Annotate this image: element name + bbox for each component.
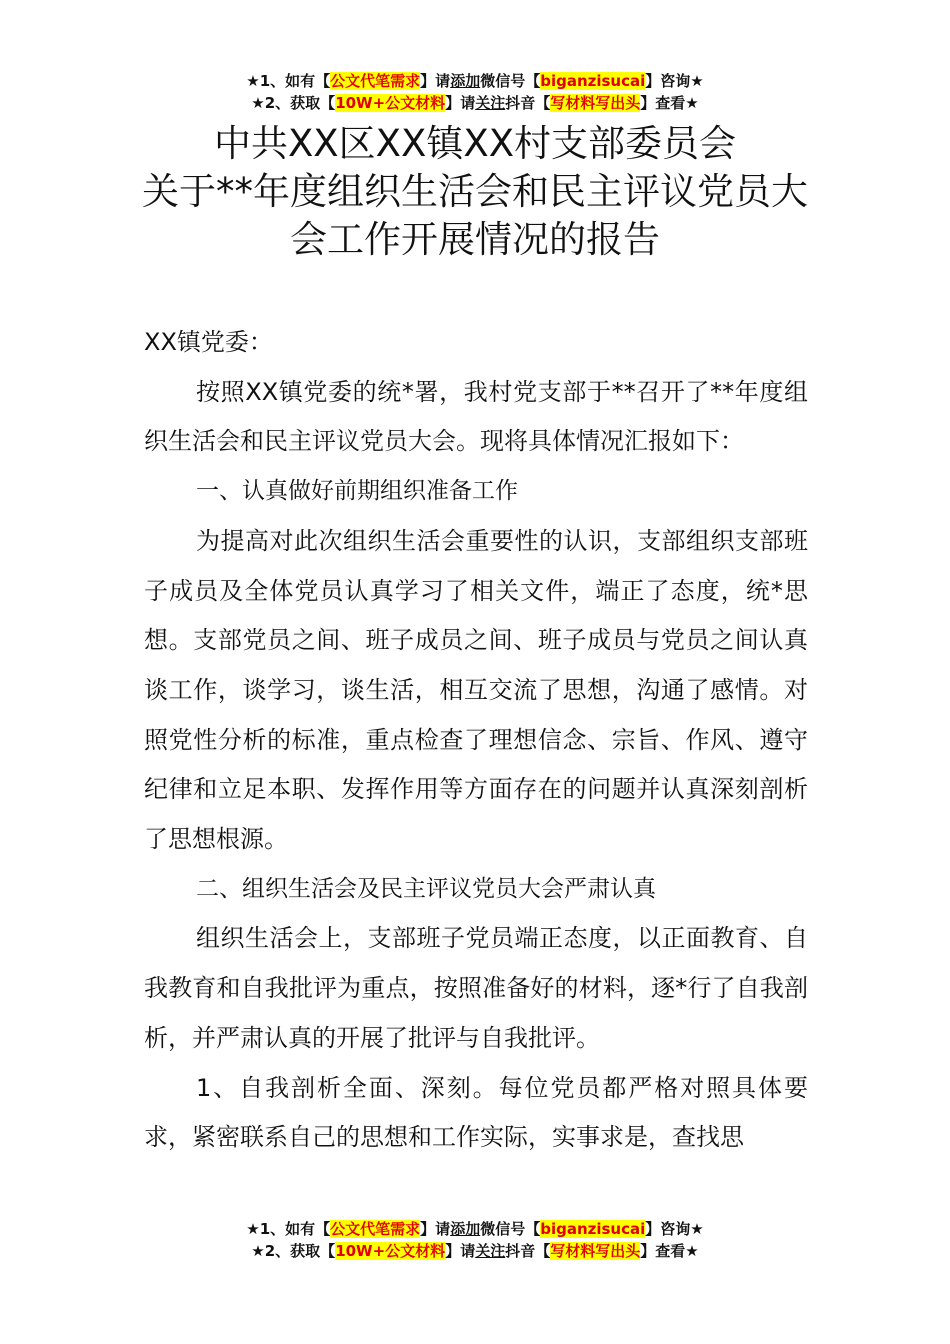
banner-text: 抖音【 — [505, 1242, 551, 1260]
paragraph-intro: 按照XX镇党委的统*署，我村党支部于**召开了**年度组织生活会和民主评议党员大会。现将具体情况汇报如下： — [144, 377, 808, 456]
paragraph-meeting: 组织生活会上，支部班子党员端正态度，以正面教育、自我教育和自我批评为重点，按照准备好的材料，逐*行了自我剖析，并严肃认真的开展了批评与自我批评。 — [144, 924, 808, 1052]
banner-text: 抖音【 — [505, 94, 551, 112]
banner-highlight: biganzisucai — [540, 1220, 646, 1238]
document-title — [0, 120, 950, 264]
banner-text: ★1、如有【 — [246, 1220, 331, 1238]
header-banner — [0, 70, 950, 114]
banner-text: ★2、获取【 — [251, 1242, 336, 1260]
banner-emphasis: 添加 — [450, 72, 481, 90]
banner-highlight: 写材料写出头 — [550, 94, 641, 112]
document-body — [144, 318, 808, 1163]
banner-text: ★2、获取【 — [251, 94, 336, 112]
banner-text: 微信号【 — [480, 72, 541, 90]
banner-line-1 — [0, 70, 950, 92]
banner-highlight: biganzisucai — [540, 72, 646, 90]
banner-emphasis: 关注 — [475, 1242, 506, 1260]
banner-line-2 — [0, 1240, 950, 1262]
banner-highlight: 10W+公文材料 — [335, 1242, 446, 1260]
banner-text: 】咨询★ — [645, 72, 704, 90]
title-line-3: 会工作开展情况的报告 — [290, 218, 660, 261]
banner-text: 】请 — [445, 94, 476, 112]
banner-text: 】请 — [420, 1220, 451, 1238]
banner-highlight: 写材料写出头 — [550, 1242, 641, 1260]
footer-banner — [0, 1218, 950, 1262]
banner-highlight: 10W+公文材料 — [335, 94, 446, 112]
banner-highlight: 公文代笔需求 — [330, 1220, 421, 1238]
banner-text: 】查看★ — [640, 1242, 699, 1260]
banner-line-1 — [0, 1218, 950, 1240]
paragraph-preparation: 为提高对此次组织生活会重要性的认识，支部组织支部班子成员及全体党员认真学习了相关文件，端正了态度，统*思想。支部党员之间、班子成员之间、班子成员与党员之间认真谈工作，谈学习，谈生活，相互交流了思想，沟通了感情。对照党性分析的标准，重点检查了理想信念、宗旨、作风、遵守纪律和立足本职、发挥作用等方面存在的问题并认真深刻剖析了思想根源。 — [144, 526, 808, 854]
section-heading-1: 一、认真做好前期组织准备工作 — [196, 478, 518, 505]
banner-text: 】请 — [445, 1242, 476, 1260]
banner-highlight: 公文代笔需求 — [330, 72, 421, 90]
banner-line-2 — [0, 92, 950, 114]
banner-text: 】查看★ — [640, 94, 699, 112]
banner-emphasis: 关注 — [475, 94, 506, 112]
paragraph-self-analysis: 1、自我剖析全面、深刻。每位党员都严格对照具体要求，紧密联系自己的思想和工作实际，实事求是，查找思 — [144, 1073, 808, 1152]
salutation: XX镇党委： — [144, 328, 273, 356]
banner-emphasis: 添加 — [450, 1220, 481, 1238]
title-line-2: 关于**年度组织生活会和民主评议党员大 — [142, 170, 808, 213]
section-heading-2: 二、组织生活会及民主评议党员大会严肃认真 — [196, 875, 656, 902]
title-line-1: 中共XX区XX镇XX村支部委员会 — [213, 122, 737, 165]
banner-text: ★1、如有【 — [246, 72, 331, 90]
banner-text: 】请 — [420, 72, 451, 90]
banner-text: 微信号【 — [480, 1220, 541, 1238]
banner-text: 】咨询★ — [645, 1220, 704, 1238]
